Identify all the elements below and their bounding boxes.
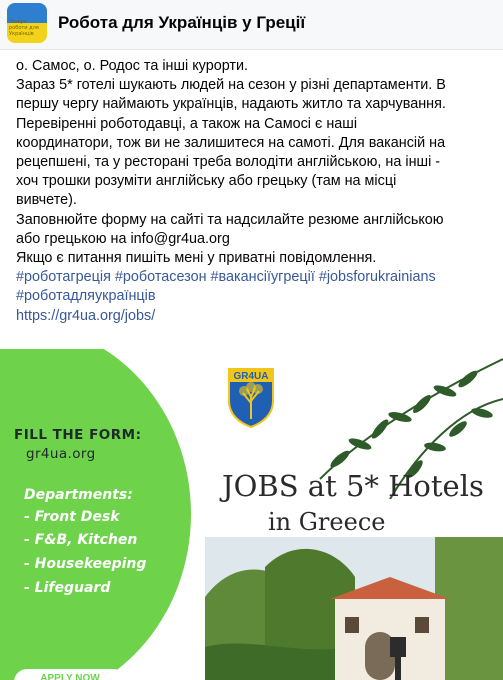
post-line: Заповнюйте форму на сайті та надсилайте резюме англійською	[16, 211, 444, 228]
hotel-photo	[205, 537, 503, 680]
department-item: - F&B, Kitchen	[24, 532, 138, 548]
post-line: першу чергу наймають українців, надають житло та харчування.	[16, 96, 446, 113]
post-line: Зараз 5* готелі шукають людей на сезон у різні департаменти. В	[16, 77, 446, 94]
post-line: або грецькою на info@gr4ua.org	[16, 230, 230, 247]
jobs-link[interactable]: https://gr4ua.org/jobs/	[16, 307, 156, 324]
post-image[interactable]	[0, 349, 503, 680]
apply-now-label: APPLY NOW	[40, 673, 100, 680]
post-line: Перевіренні роботодавці, а також на Самосі є наші	[16, 115, 358, 132]
department-item: - Front Desk	[24, 509, 120, 525]
post-line: Якщо є питання пишіть мені у приватні повідомлення.	[16, 250, 377, 267]
fill-form-url: gr4ua.org	[26, 446, 96, 462]
post-text	[16, 57, 496, 326]
post-line: хоч трошки розуміти англійську або грецьку (там на місці	[16, 173, 397, 190]
department-item: - Lifeguard	[24, 580, 111, 596]
logo-text: GR4UA	[233, 371, 269, 382]
avatar-text: Пошук роботи для Українців	[9, 19, 39, 37]
hashtag-link[interactable]: #роботагреція	[16, 269, 111, 286]
department-item: - Housekeeping	[24, 556, 147, 572]
group-avatar[interactable]	[7, 3, 47, 43]
post-line: координатори, тож ви не залишитеся на самоті. Для вакансій на	[16, 134, 446, 151]
hashtags-row	[16, 287, 496, 306]
post-line: о. Самос, о. Родос та інші курорти.	[16, 58, 249, 74]
headline-line-2: in Greece	[268, 508, 386, 536]
hashtags-row	[16, 268, 496, 287]
hashtag-link[interactable]: #вакансіїугреції	[206, 269, 315, 286]
headline-line-1: JOBS at 5* Hotels	[222, 469, 484, 503]
fill-form-title: FILL THE FORM:	[14, 427, 142, 443]
hashtag-link[interactable]: #роботасезон	[110, 269, 207, 286]
post-line: рецепшені, та у ресторані треба володіти англійською, на інші -	[16, 154, 441, 171]
jobs-link-row	[16, 307, 496, 326]
hashtag-link[interactable]: #jobsforukrainians	[314, 269, 436, 286]
apply-now-button	[14, 669, 126, 680]
hashtag-link[interactable]: #роботадляукраїнців	[16, 288, 156, 305]
group-name-link[interactable]: Робота для Українців у Греції	[58, 13, 306, 32]
departments-heading: Departments:	[24, 487, 133, 503]
gr4ua-shield-logo	[226, 367, 276, 429]
group-header	[0, 0, 503, 50]
post-line: вивчете).	[16, 192, 77, 209]
